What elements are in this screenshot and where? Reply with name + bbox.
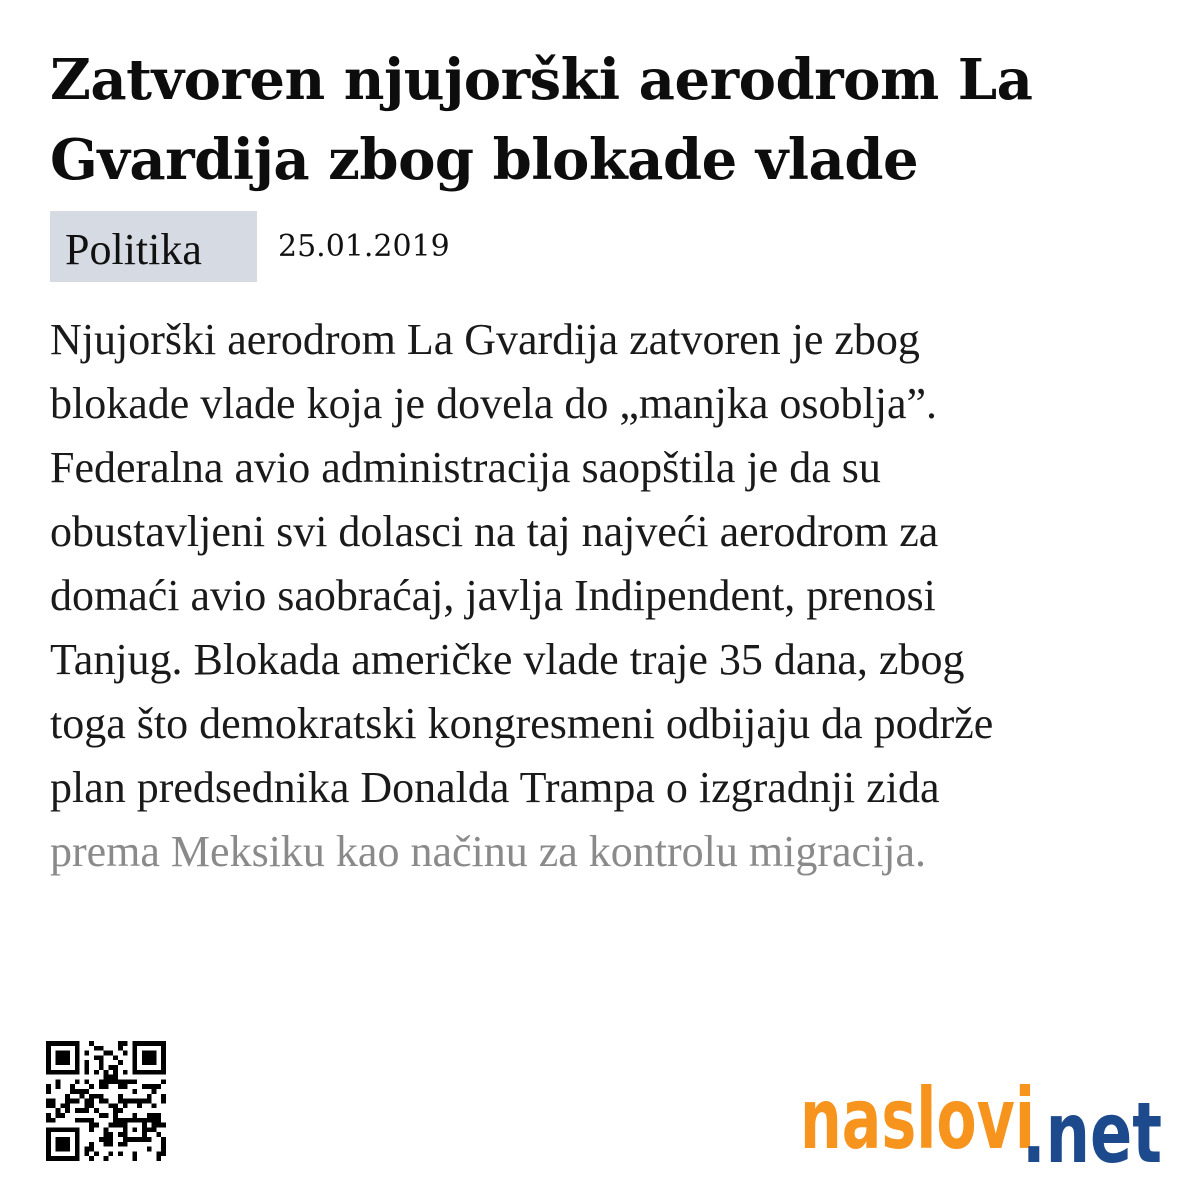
body-line: plan predsednika Donalda Trampa o izgradnji zida xyxy=(50,763,940,812)
qr-code-icon[interactable] xyxy=(46,1038,166,1164)
body-line: blokade vlade koja je dovela do „manjka osoblja”. xyxy=(50,379,938,428)
publish-date: 25.01.2019 xyxy=(278,229,450,264)
logo-text-main: naslovi xyxy=(800,1070,1035,1168)
body-line: toga što demokratski kongresmeni odbijaju da podrže xyxy=(50,699,994,748)
body-line: domaći avio saobraćaj, javlja Indipendent, prenosi xyxy=(50,571,936,620)
body-line: Njujorški aerodrom La Gvardija zatvoren je zbog xyxy=(50,315,920,364)
body-line-faded: prema Meksiku kao načinu za kontrolu migracija. xyxy=(50,827,927,876)
body-line: Federalna avio administracija saopštila je da su xyxy=(50,443,881,492)
article-title: Zatvoren njujorški aerodrom La Gvardija zbog blokade vlade xyxy=(50,47,1033,193)
category-badge[interactable]: Politika xyxy=(50,211,257,282)
article-body xyxy=(50,308,1160,884)
body-line: Tanjug. Blokada američke vlade traje 35 dana, zbog xyxy=(50,635,965,684)
naslovi-net-logo[interactable] xyxy=(800,1050,1170,1170)
body-line: obustavljeni svi dolasci na taj najveći aerodrom za xyxy=(50,507,939,556)
logo-text-suffix: .net xyxy=(1022,1084,1162,1170)
